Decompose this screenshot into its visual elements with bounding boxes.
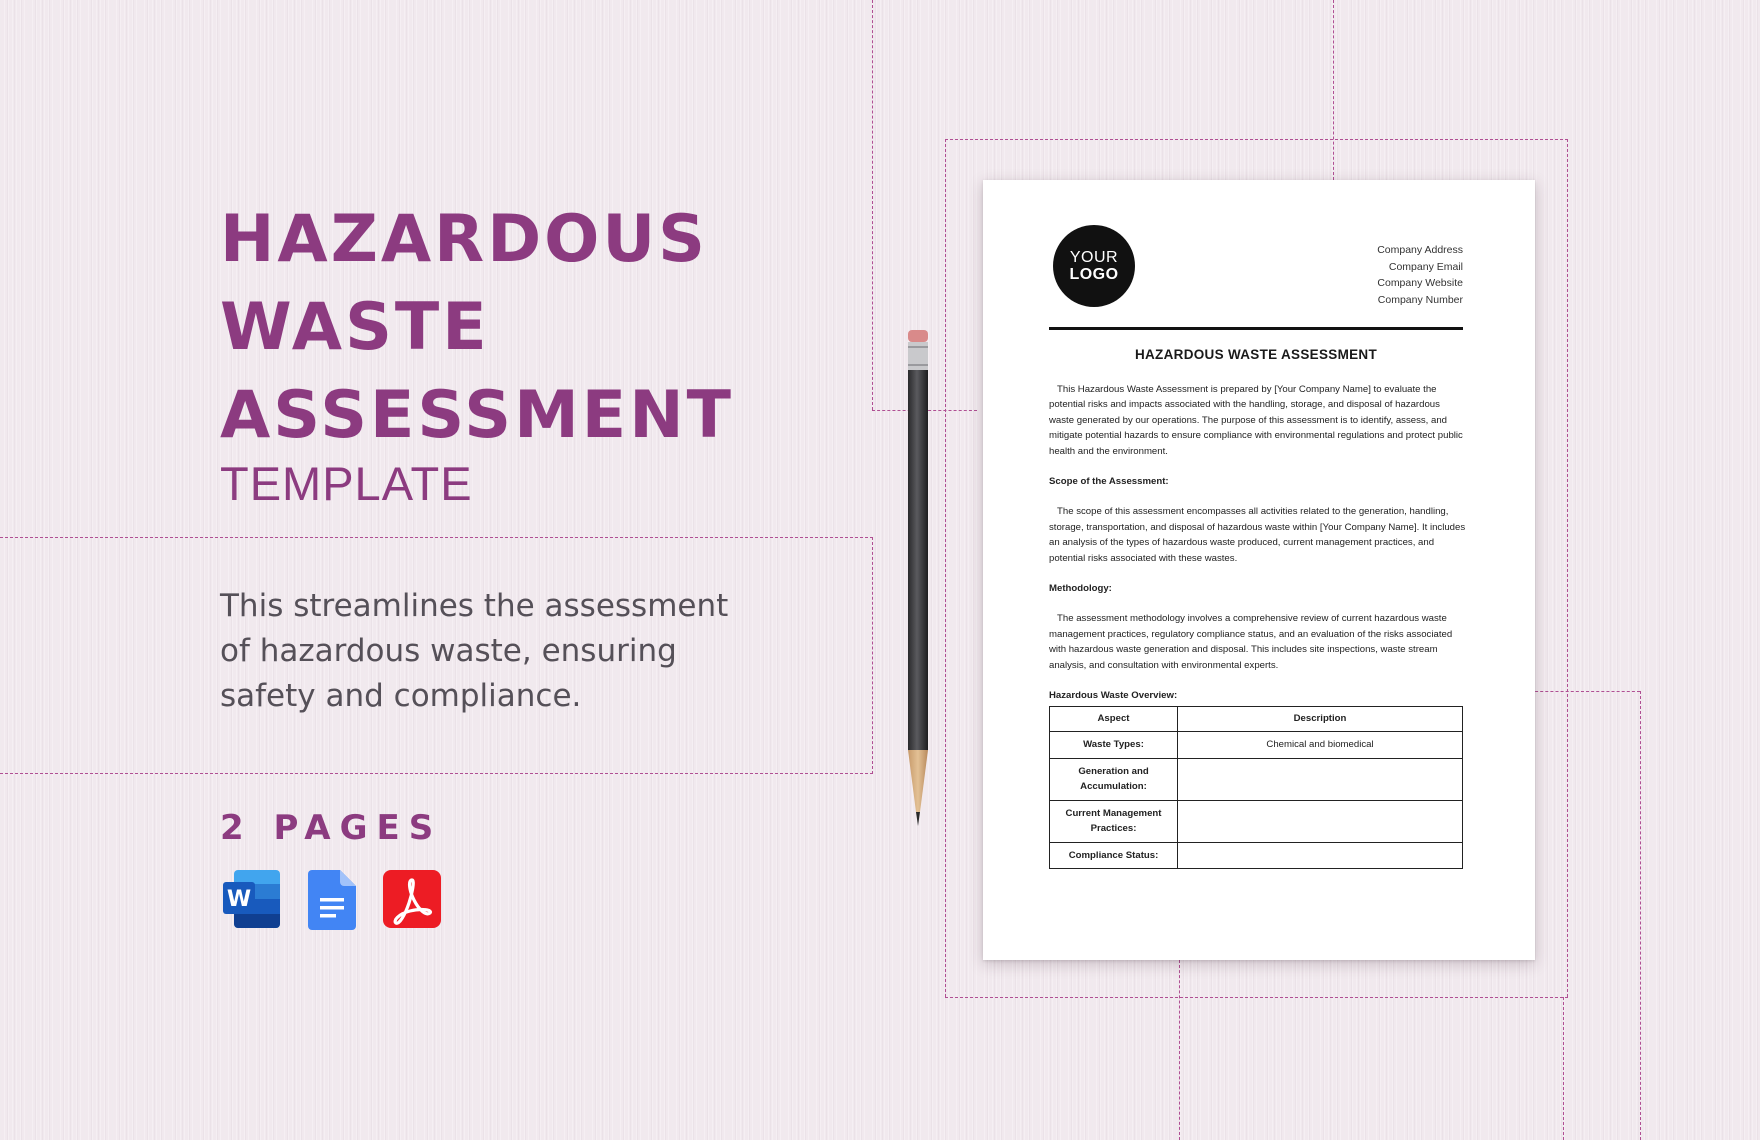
table-header-aspect: Aspect <box>1050 706 1178 731</box>
table-row <box>1050 731 1463 758</box>
dashed-guide-line <box>1563 997 1564 1140</box>
word-icon <box>222 868 282 930</box>
pdf-icon <box>382 868 442 930</box>
header-divider <box>1049 327 1463 330</box>
page-subtitle: TEMPLATE <box>220 457 473 510</box>
dashed-guide-line <box>1640 691 1641 1140</box>
page-title-line-2: WASTE <box>220 290 490 365</box>
table-cell-aspect: Current Management Practices: <box>1050 800 1178 842</box>
dashed-guide-line <box>945 997 1568 998</box>
dashed-guide-line <box>945 139 1568 140</box>
table-row <box>1050 800 1463 842</box>
dashed-guide-line <box>0 773 873 774</box>
document-body <box>1049 382 1467 869</box>
svg-text:W: W <box>226 887 252 912</box>
dashed-guide-line <box>872 0 873 410</box>
description: This streamlines the assessment of hazardous waste, ensuring safety and compliance. <box>220 588 729 714</box>
table-header-description: Description <box>1178 706 1463 731</box>
google-docs-icon <box>302 868 362 930</box>
logo-placeholder <box>1053 225 1135 307</box>
table-cell-aspect: Compliance Status: <box>1050 842 1178 868</box>
document-title: HAZARDOUS WASTE ASSESSMENT <box>1134 347 1378 362</box>
format-icons <box>222 868 442 930</box>
pages-label: 2 PAGES <box>220 808 443 848</box>
pencil <box>906 330 930 830</box>
dashed-guide-line <box>1530 691 1640 692</box>
scope-paragraph: The scope of this assessment encompasses all activities related to the generation, handling, storage, transportation, and disposal of hazardous waste within [Your Company Name]. It includes an analysis of the types of hazardous waste produced, current management practices, and potential risks associated with these wastes. <box>1049 506 1466 564</box>
page-title-line-3: ASSESSMENT <box>220 378 734 453</box>
table-cell-description <box>1178 800 1463 842</box>
scope-heading: Scope of the Assessment: <box>1049 476 1169 488</box>
methodology-paragraph: The assessment methodology involves a comprehensive review of current hazardous waste management practices, regulatory compliance status, and an evaluation of the risks associated with hazardous waste generation and disposal. This includes site inspections, waste stream analysis, and consultation with environmental experts. <box>1049 613 1453 671</box>
dashed-guide-line <box>1333 0 1334 180</box>
dashed-guide-line <box>0 537 873 538</box>
table-cell-description <box>1178 758 1463 800</box>
table-row <box>1050 842 1463 868</box>
company-number: Company Number <box>1377 293 1463 306</box>
dashed-guide-line <box>1179 960 1180 1140</box>
logo-text-line-1: YOUR <box>1069 248 1119 266</box>
dashed-guide-line <box>1567 139 1568 997</box>
table-cell-description <box>1178 842 1463 868</box>
company-website: Company Website <box>1377 277 1463 289</box>
dashed-guide-line <box>872 537 873 774</box>
company-info <box>1377 242 1463 308</box>
company-address: Company Address <box>1377 244 1463 256</box>
logo-text-line-2: LOGO <box>1069 265 1119 283</box>
document-preview <box>983 180 1535 960</box>
page-title-line-1: HAZARDOUS <box>220 202 708 277</box>
heading-block <box>220 196 734 460</box>
table-cell-description: Chemical and biomedical <box>1178 731 1463 758</box>
table-row <box>1050 758 1463 800</box>
table-cell-aspect: Waste Types: <box>1050 731 1178 758</box>
methodology-heading: Methodology: <box>1049 583 1112 595</box>
dashed-guide-line <box>945 139 946 997</box>
table-cell-aspect: Generation and Accumulation: <box>1050 758 1178 800</box>
overview-table <box>1049 706 1463 869</box>
company-email: Company Email <box>1388 260 1463 273</box>
overview-heading: Hazardous Waste Overview: <box>1049 690 1178 702</box>
intro-paragraph: This Hazardous Waste Assessment is prepared by [Your Company Name] to evaluate the potential risks and impacts associated with the handling, storage, and disposal of hazardous waste generated by our operations. The purpose of this assessment is to identify, assess, and mitigate potential hazards to ensure compliance with environmental regulations and protect public health and the environment. <box>1049 384 1463 457</box>
